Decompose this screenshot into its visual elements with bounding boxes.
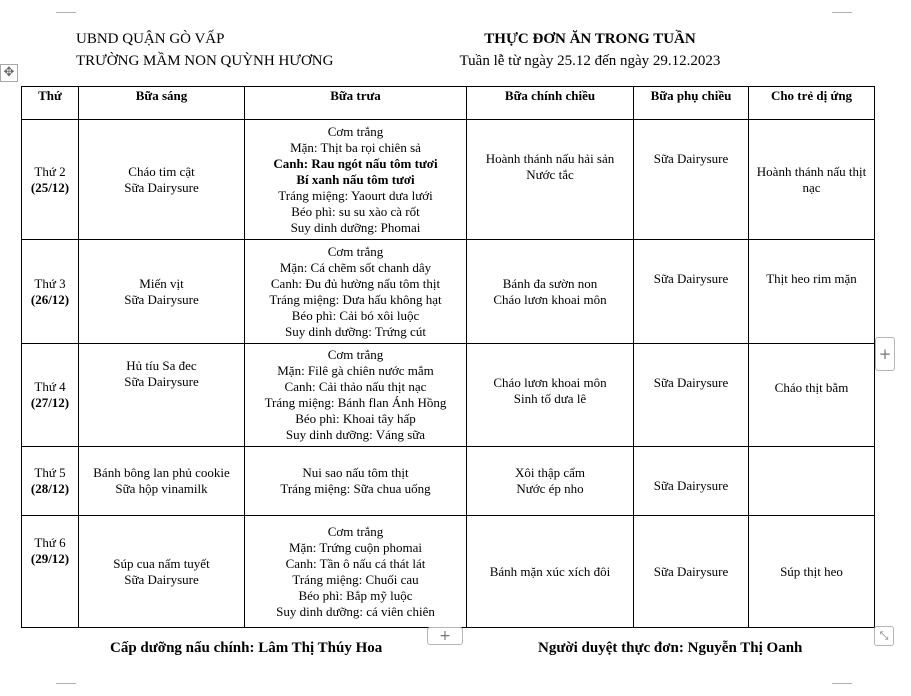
lunch-cell bbox=[245, 447, 467, 516]
day-cell bbox=[22, 120, 79, 240]
menu-line: Sữa Dairysure bbox=[653, 563, 729, 579]
day-cell bbox=[22, 447, 79, 516]
allergy-cell bbox=[749, 344, 875, 447]
lunch-cell bbox=[245, 240, 467, 344]
menu-line: Béo phì: Bắp mỹ luộc bbox=[298, 587, 413, 603]
menu-line: Thịt heo rim mặn bbox=[766, 271, 857, 286]
menu-line: Hoành thánh nấu thịt nạc bbox=[756, 163, 867, 195]
table-row bbox=[22, 240, 875, 344]
menu-line: Cơm trắng bbox=[327, 523, 384, 539]
menu-line: Tráng miệng: Chuối cau bbox=[292, 571, 419, 587]
menu-line: Cháo thịt bằm bbox=[774, 380, 849, 395]
menu-line: Mặn: Filê gà chiên nước mắm bbox=[277, 363, 434, 378]
afternoon-snack-cell bbox=[634, 344, 749, 447]
column-header: Bữa trưa bbox=[245, 87, 467, 120]
header-left bbox=[76, 28, 333, 72]
column-header: Bữa phụ chiều bbox=[634, 87, 749, 120]
menu-line: Canh: Đu đủ hường nấu tôm thịt bbox=[270, 275, 441, 291]
menu-line: Canh: Cải thảo nấu thịt nạc bbox=[284, 379, 427, 394]
day-date: (25/12) bbox=[30, 179, 70, 195]
lunch-cell bbox=[245, 516, 467, 628]
menu-line: Canh: Rau ngót nấu tôm tươi bbox=[273, 155, 438, 171]
menu-line: Hoành thánh nấu hải sản bbox=[485, 151, 615, 166]
day-date: (26/12) bbox=[30, 291, 70, 307]
menu-line: Hủ tíu Sa đec bbox=[126, 358, 197, 373]
menu-line: Sữa Dairysure bbox=[653, 478, 729, 493]
lunch-cell bbox=[245, 120, 467, 240]
menu-line: Suy dinh dưỡng: cá viên chiên bbox=[276, 603, 435, 619]
menu-line: Bí xanh nấu tôm tươi bbox=[296, 171, 415, 187]
afternoon-main-cell bbox=[467, 344, 634, 447]
table-header-row bbox=[22, 87, 875, 120]
allergy-cell bbox=[749, 516, 875, 628]
plus-icon: + bbox=[878, 345, 892, 363]
afternoon-snack-cell bbox=[634, 447, 749, 516]
lunch-cell bbox=[245, 344, 467, 447]
menu-line: Súp thịt heo bbox=[780, 563, 843, 579]
day-date: (28/12) bbox=[30, 481, 70, 496]
menu-line: Sữa Dairysure bbox=[124, 374, 199, 389]
day-name: Thứ 3 bbox=[34, 275, 66, 291]
menu-line: Nước tắc bbox=[526, 167, 574, 182]
page-corner-mark bbox=[56, 683, 76, 696]
menu-line: Sữa Dairysure bbox=[653, 271, 729, 286]
column-header: Cho trẻ dị ứng bbox=[749, 87, 875, 120]
day-date: (29/12) bbox=[30, 551, 70, 566]
day-cell bbox=[22, 516, 79, 628]
menu-line: Sinh tố dưa lê bbox=[513, 391, 587, 406]
resize-icon[interactable]: ⤡ bbox=[874, 626, 894, 646]
menu-line: Nước ép nho bbox=[516, 481, 584, 496]
menu-line: Mặn: Trứng cuộn phomai bbox=[288, 539, 423, 555]
page-corner-mark bbox=[56, 0, 76, 13]
breakfast-cell bbox=[79, 447, 245, 516]
weekly-menu-table bbox=[21, 86, 875, 628]
menu-line: Cơm trắng bbox=[327, 243, 384, 259]
menu-line: Suy dinh dưỡng: Váng sữa bbox=[285, 427, 426, 442]
menu-line: Suy dinh dưỡng: Trứng cút bbox=[285, 323, 426, 339]
menu-title: THỰC ĐƠN ĂN TRONG TUẦN bbox=[484, 31, 696, 47]
afternoon-snack-cell bbox=[634, 240, 749, 344]
afternoon-main-cell bbox=[467, 447, 634, 516]
district-name: UBND QUẬN GÒ VẤP bbox=[76, 31, 225, 47]
allergy-cell bbox=[749, 240, 875, 344]
day-name: Thứ 4 bbox=[34, 379, 66, 394]
menu-line: Cơm trắng bbox=[327, 123, 384, 139]
menu-line: Béo phì: su su xào cà rốt bbox=[291, 203, 420, 219]
menu-line: Canh: Tần ô nấu cá thát lát bbox=[285, 555, 426, 571]
menu-line: Tráng miệng: Bánh flan Ánh Hồng bbox=[264, 395, 447, 410]
afternoon-snack-cell bbox=[634, 120, 749, 240]
breakfast-cell bbox=[79, 120, 245, 240]
breakfast-cell bbox=[79, 516, 245, 628]
approver-signature: Người duyệt thực đơn: Nguyễn Thị Oanh bbox=[538, 640, 803, 656]
menu-line: Sữa Dairysure bbox=[124, 571, 199, 587]
day-cell bbox=[22, 240, 79, 344]
menu-line: Tráng miệng: Sữa chua uống bbox=[280, 481, 431, 496]
week-range: Tuần lễ từ ngày 25.12 đến ngày 29.12.2023 bbox=[459, 53, 721, 69]
menu-line: Béo phì: Khoai tây hấp bbox=[295, 411, 416, 426]
day-name: Thứ 6 bbox=[34, 535, 66, 550]
day-date: (27/12) bbox=[30, 395, 70, 410]
menu-line: Cơm trắng bbox=[327, 347, 384, 362]
day-name: Thứ 2 bbox=[34, 163, 66, 179]
menu-line: Xôi thập cẩm bbox=[514, 465, 586, 480]
menu-line: Cháo lươn khoai môn bbox=[493, 375, 607, 390]
allergy-cell bbox=[749, 447, 875, 516]
cook-signature: Cấp dưỡng nấu chính: Lâm Thị Thúy Hoa bbox=[110, 640, 383, 656]
menu-line: Miến vịt bbox=[139, 275, 184, 291]
afternoon-main-cell bbox=[467, 516, 634, 628]
afternoon-main-cell bbox=[467, 240, 634, 344]
menu-line: Sữa hộp vinamilk bbox=[115, 481, 208, 496]
afternoon-snack-cell bbox=[634, 516, 749, 628]
menu-line: Bánh đa sườn non bbox=[502, 275, 598, 291]
page-corner-mark bbox=[832, 683, 852, 696]
move-icon[interactable]: ✥ bbox=[0, 64, 18, 82]
menu-line: Béo phì: Cải bó xôi luộc bbox=[291, 307, 420, 323]
school-name: TRƯỜNG MẦM NON QUỲNH HƯƠNG bbox=[76, 53, 334, 69]
day-name: Thứ 5 bbox=[34, 465, 66, 480]
add-row-button[interactable] bbox=[427, 627, 463, 645]
menu-line: Mặn: Cá chẽm sốt chanh dây bbox=[279, 259, 432, 275]
table-row bbox=[22, 344, 875, 447]
page-corner-mark bbox=[832, 0, 852, 13]
table-row bbox=[22, 120, 875, 240]
menu-line: Súp cua nấm tuyết bbox=[113, 555, 210, 571]
menu-line: Mặn: Thịt ba rọi chiên sả bbox=[290, 139, 421, 155]
menu-line: Sữa Dairysure bbox=[124, 291, 199, 307]
header-right bbox=[448, 28, 732, 72]
plus-icon: + bbox=[439, 628, 451, 644]
menu-line: Suy dinh dưỡng: Phomai bbox=[290, 219, 421, 235]
menu-line: Bánh bông lan phủ cookie bbox=[93, 465, 230, 480]
menu-line: Cháo tim cật bbox=[128, 163, 195, 179]
breakfast-cell bbox=[79, 240, 245, 344]
column-header: Thứ bbox=[22, 87, 79, 120]
allergy-cell bbox=[749, 120, 875, 240]
menu-line: Sữa Dairysure bbox=[653, 151, 729, 166]
menu-line: Tráng miệng: Yaourt dưa lưới bbox=[278, 187, 433, 203]
column-header: Bữa sáng bbox=[79, 87, 245, 120]
day-cell bbox=[22, 344, 79, 447]
table-row bbox=[22, 516, 875, 628]
breakfast-cell bbox=[79, 344, 245, 447]
menu-line: Tráng miệng: Dưa hấu không hạt bbox=[269, 291, 442, 307]
menu-line: Sữa Dairysure bbox=[653, 375, 729, 390]
menu-line: Cháo lươn khoai môn bbox=[493, 291, 607, 307]
menu-line: Sữa Dairysure bbox=[124, 179, 199, 195]
table-row bbox=[22, 447, 875, 516]
afternoon-main-cell bbox=[467, 120, 634, 240]
column-header: Bữa chính chiều bbox=[467, 87, 634, 120]
add-column-button[interactable] bbox=[875, 337, 895, 371]
menu-line: Nui sao nấu tôm thịt bbox=[302, 465, 409, 480]
menu-line: Bánh mặn xúc xích đôi bbox=[489, 563, 611, 579]
